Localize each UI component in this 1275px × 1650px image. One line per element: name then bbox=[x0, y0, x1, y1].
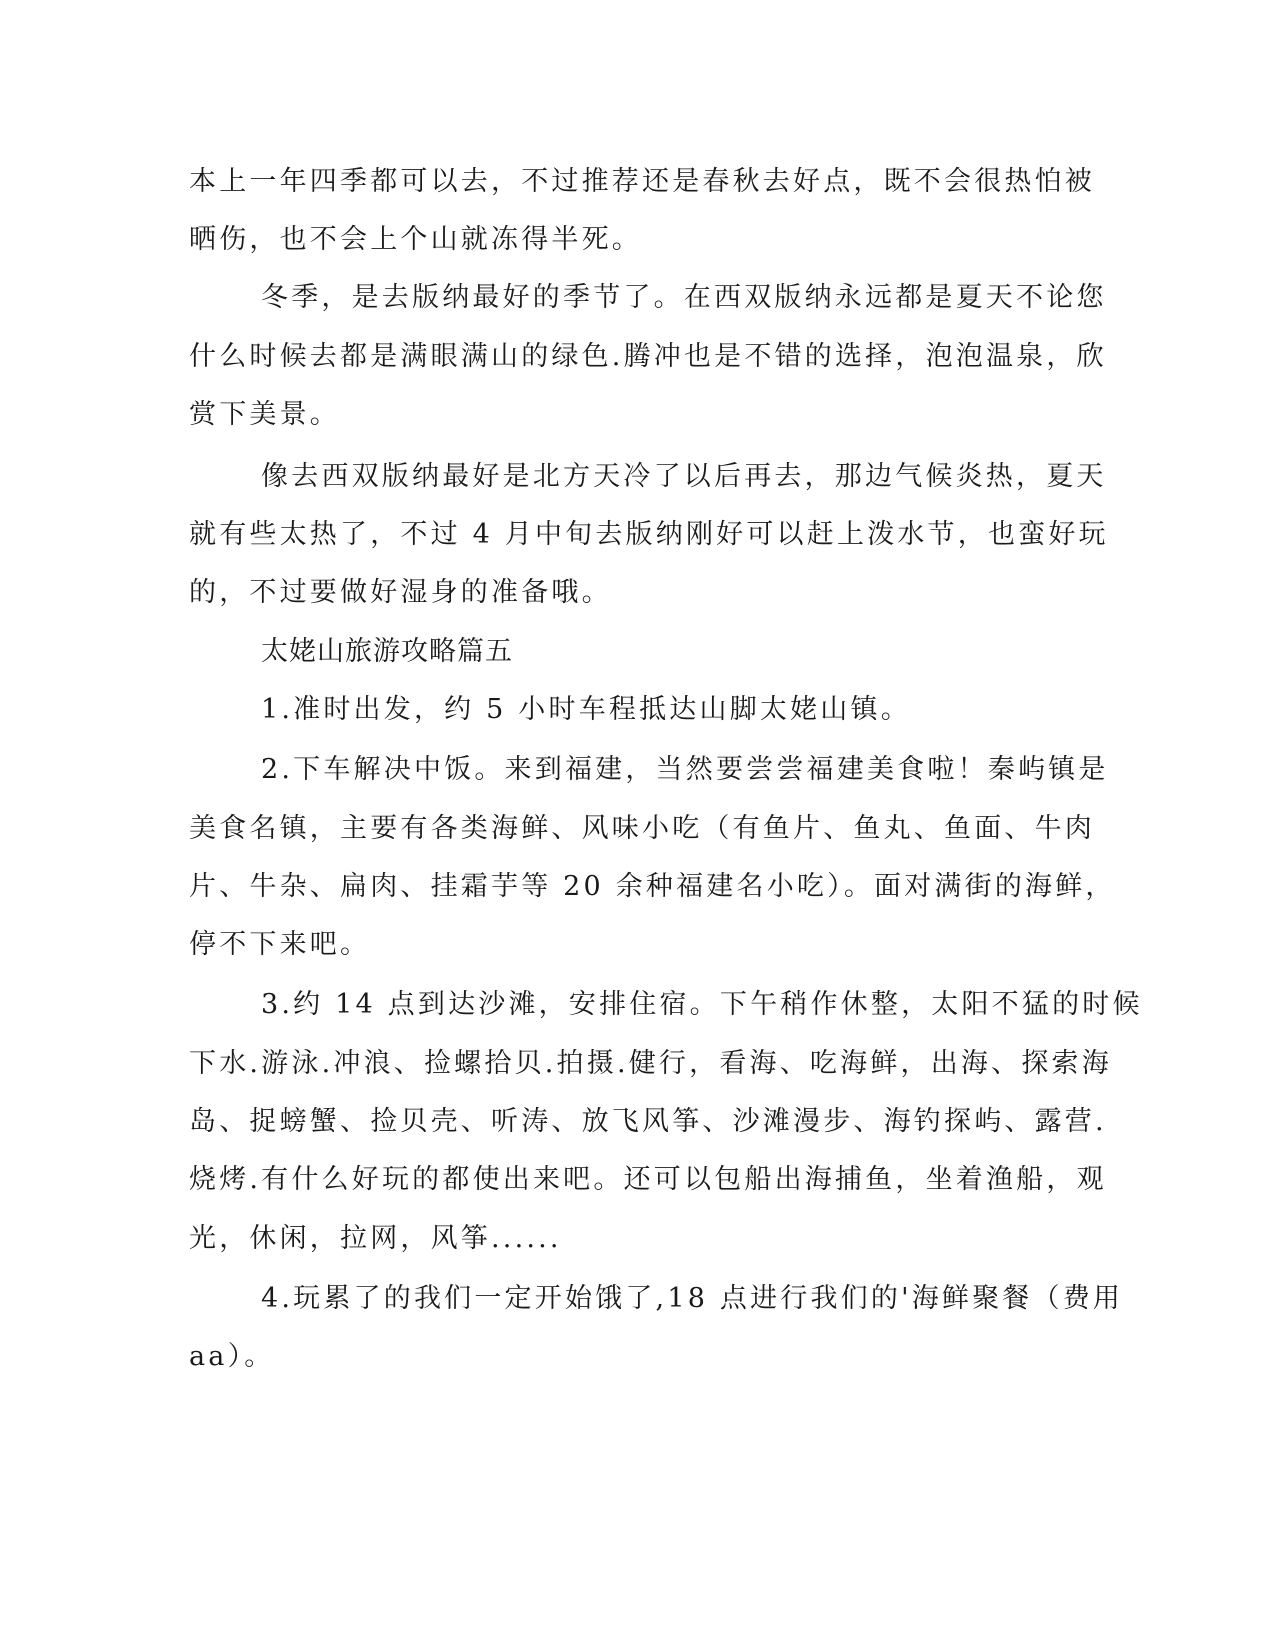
text-line: 光，休闲，拉网，风筝...... bbox=[189, 1223, 562, 1254]
text-line: 就有些太热了，不过 4 月中旬去版纳刚好可以赶上泼水节，也蛮好玩 bbox=[189, 519, 1109, 550]
text-line: 什么时候去都是满眼满山的绿色.腾冲也是不错的选择，泡泡温泉，欣 bbox=[189, 341, 1107, 372]
list-item: 1.准时出发，约 5 小时车程抵达山脚太姥山镇。 bbox=[261, 694, 911, 725]
text-line: 本上一年四季都可以去，不过推荐还是春秋去好点，既不会很热怕被 bbox=[189, 166, 1095, 197]
text-line: 片、牛杂、扁肉、挂霜芋等 20 余种福建名小吃）。面对满街的海鲜， bbox=[189, 871, 1116, 902]
text-line: 停不下来吧。 bbox=[189, 929, 371, 960]
text-line: 岛、捉螃蟹、捡贝壳、听涛、放飞风筝、沙滩漫步、海钓探屿、露营. bbox=[189, 1106, 1107, 1137]
text-line: aa）。 bbox=[189, 1341, 275, 1372]
text-line: 美食名镇，主要有各类海鲜、风味小吃（有鱼片、鱼丸、鱼面、牛肉 bbox=[189, 813, 1095, 844]
text-line: 晒伤，也不会上个山就冻得半死。 bbox=[189, 224, 642, 255]
list-item: 2.下车解决中饭。来到福建，当然要尝尝福建美食啦！秦屿镇是 bbox=[261, 754, 1109, 785]
paragraph-first-line: 冬季，是去版纳最好的季节了。在西双版纳永远都是夏天不论您 bbox=[261, 282, 1107, 313]
text-line: 烧烤.有什么好玩的都使出来吧。还可以包船出海捕鱼，坐着渔船，观 bbox=[189, 1164, 1107, 1195]
paragraph-first-line: 像去西双版纳最好是北方天冷了以后再去，那边气候炎热，夏天 bbox=[261, 461, 1107, 492]
text-line: 下水.游泳.冲浪、捡螺拾贝.拍摄.健行，看海、吃海鲜，出海、探索海 bbox=[189, 1048, 1112, 1079]
text-line: 赏下美景。 bbox=[189, 399, 340, 430]
list-item: 4.玩累了的我们一定开始饿了,18 点进行我们的'海鲜聚餐（费用 bbox=[261, 1283, 1124, 1314]
list-item: 3.约 14 点到达沙滩，安排住宿。下午稍作休整，太阳不猛的时候 bbox=[261, 989, 1143, 1020]
section-heading: 太姥山旅游攻略篇五 bbox=[261, 636, 513, 667]
text-line: 的，不过要做好湿身的准备哦。 bbox=[189, 577, 612, 608]
